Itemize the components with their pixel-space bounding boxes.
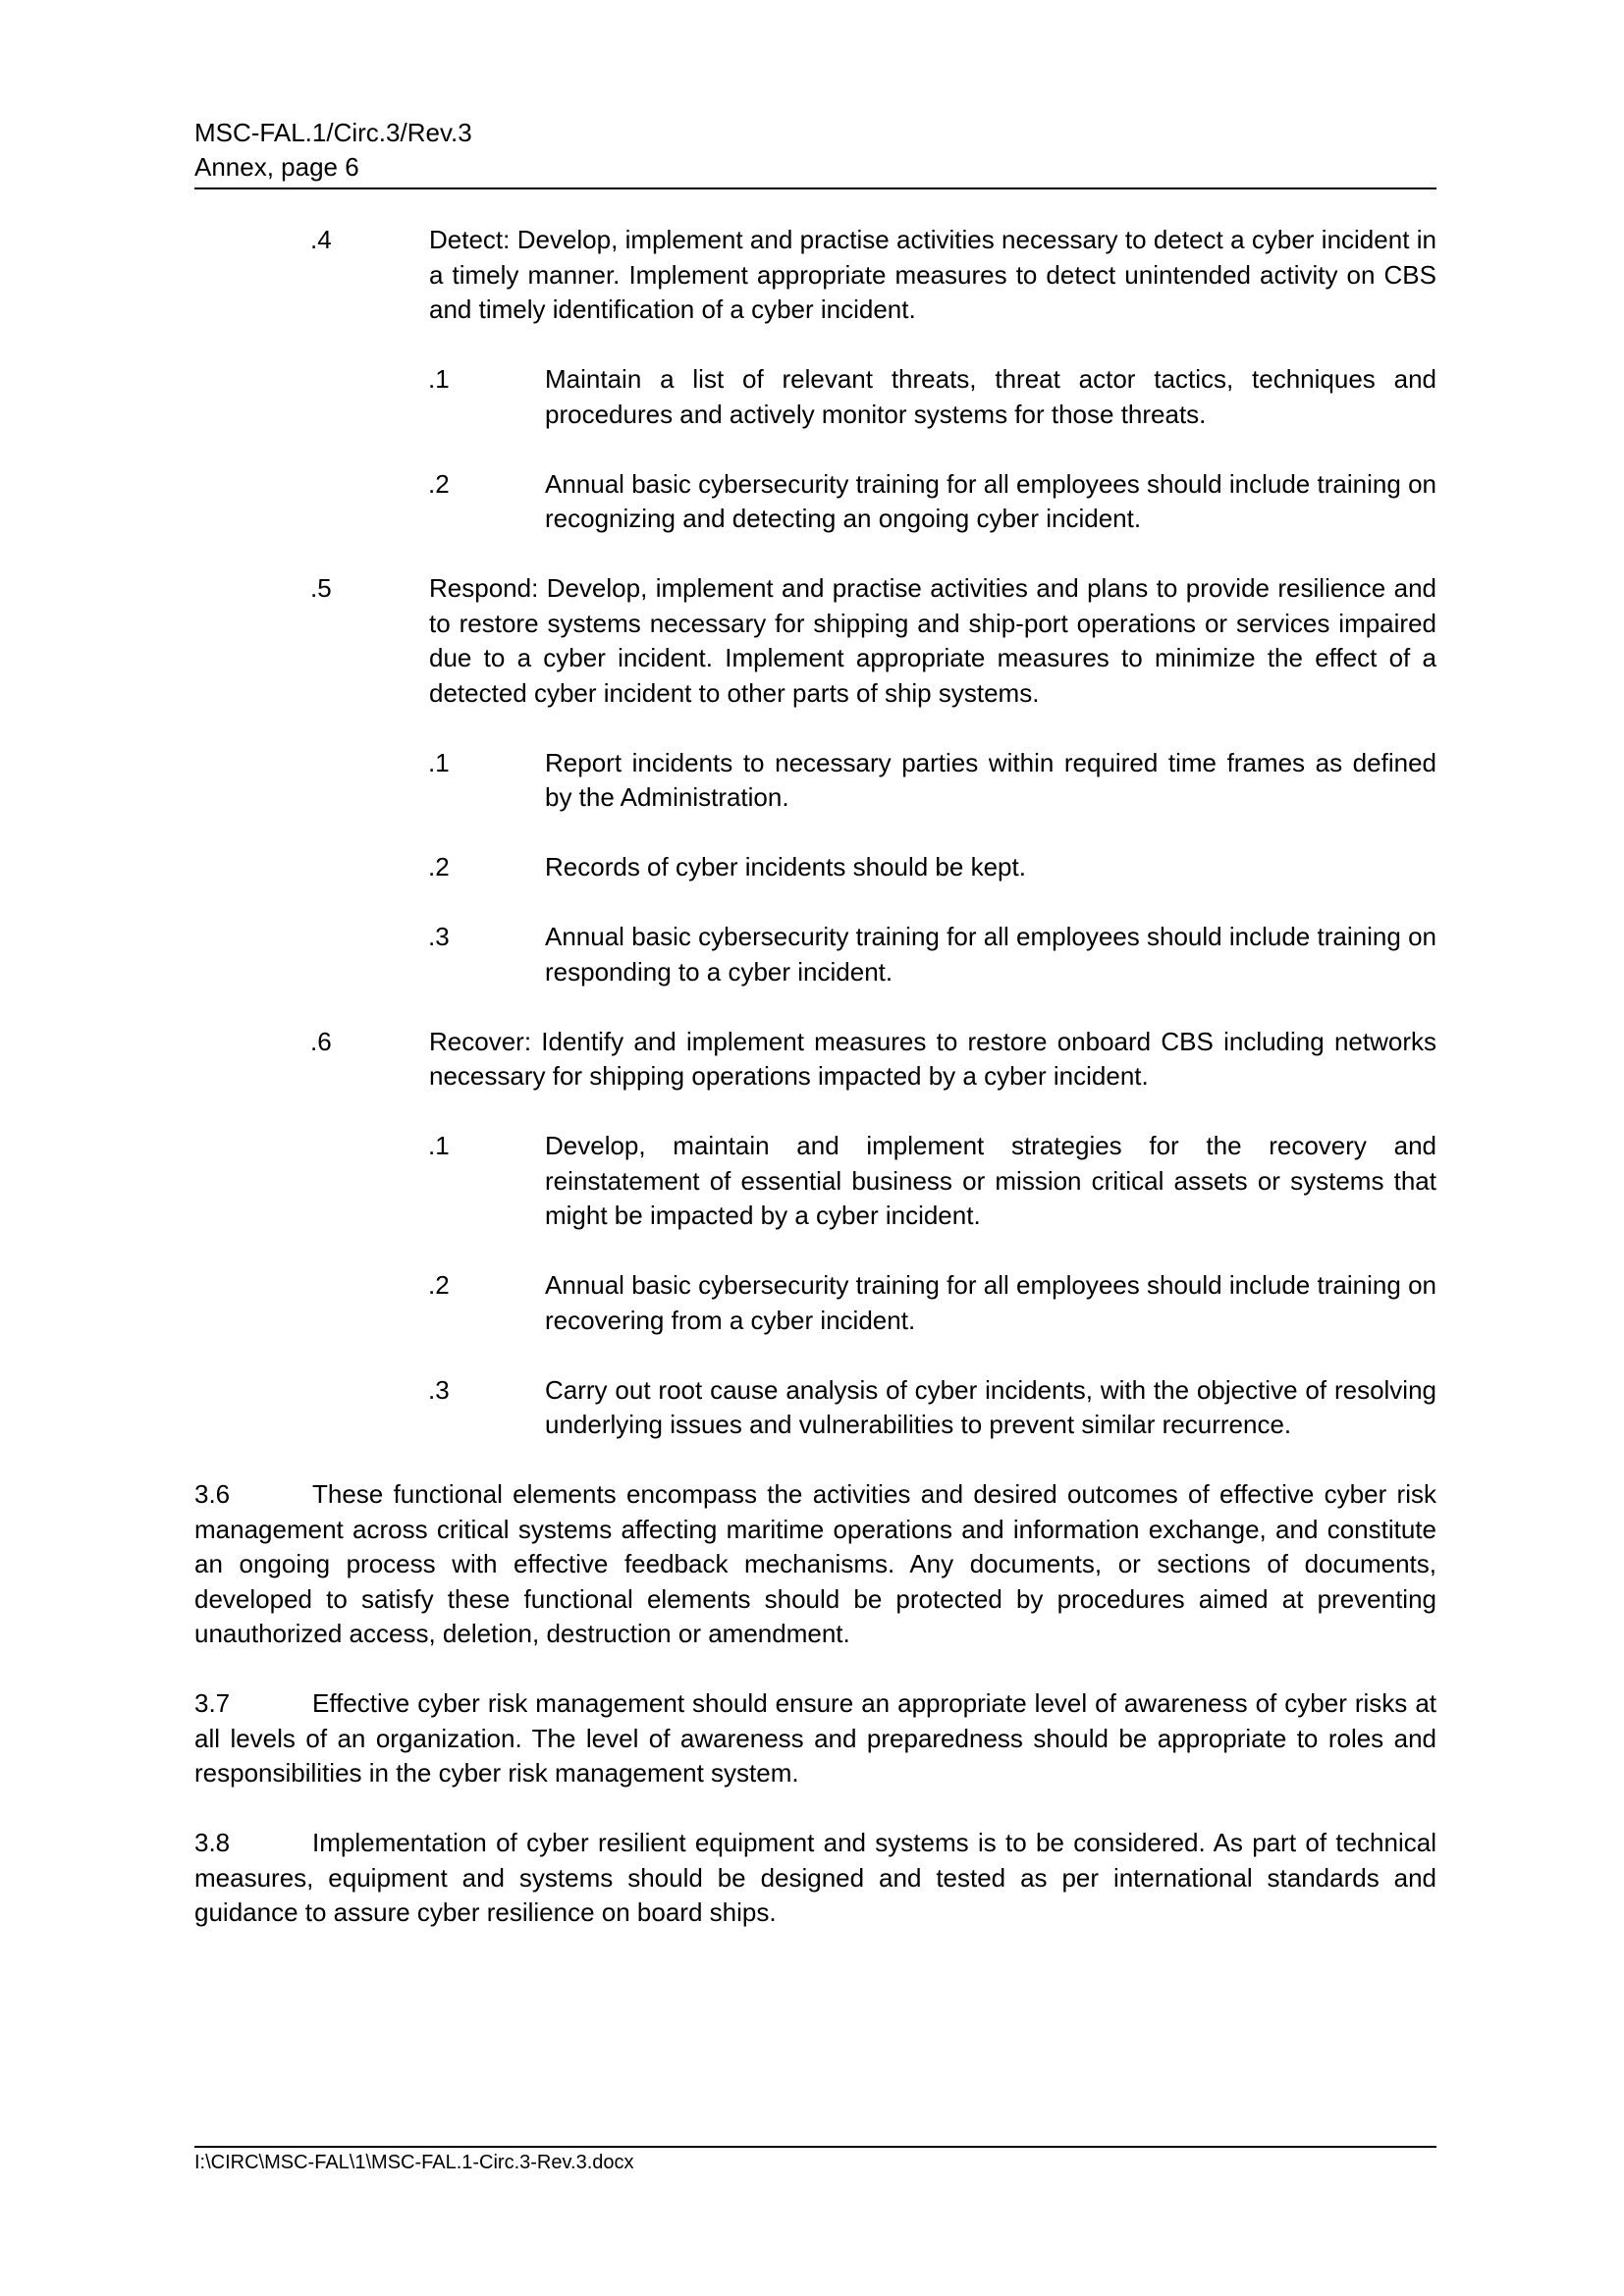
paragraph-3-8: [194, 1826, 1436, 1931]
paragraph-number: 3.6: [194, 1479, 231, 1509]
header-divider: [194, 187, 1436, 189]
item-number: .4: [310, 225, 332, 254]
sub-item-number: .1: [428, 1131, 450, 1160]
sub-list-item: [194, 746, 1436, 816]
sub-item-text: Annual basic cybersecurity training for all employees should include training on recognizing and detecting an ongoing cyber incident.: [545, 468, 1436, 533]
sub-item-number: .1: [428, 364, 450, 394]
sub-item-text: Carry out root cause analysis of cyber incidents, with the objective of resolving underlying issues and vulnerabilities to prevent similar recurrence.: [545, 1374, 1436, 1439]
sub-list-item: [194, 1129, 1436, 1234]
paragraph-3-6: [194, 1477, 1436, 1652]
sub-list-item: [194, 362, 1436, 432]
sub-list-item: [194, 920, 1436, 989]
sub-item-text: Annual basic cybersecurity training for all employees should include training on recovering from a cyber incident.: [545, 1270, 1436, 1335]
item-text: Detect: Develop, implement and practise activities necessary to detect a cyber incident in a timely manner. Implement appropriate measures to detect unintended activity on CBS and timely identification of a cyber incident.: [429, 225, 1436, 324]
sub-list-item: [194, 1373, 1436, 1443]
list-item-recover: [194, 1025, 1436, 1095]
page-header: [194, 116, 1435, 185]
paragraph-text: These functional elements encompass the activities and desired outcomes of effective cyber risk management across critical systems affecting maritime operations and information exchange, and constitute an ongoing process with effective feedback mechanisms. Any documents, or sections of documents, developed to satisfy these functional elements should be protected by procedures aimed at preventing unauthorized access, deletion, destruction or amendment.: [194, 1479, 1436, 1648]
item-number: .6: [310, 1026, 332, 1056]
sub-item-text: Records of cyber incidents should be kept.: [545, 852, 1026, 881]
document-reference: MSC-FAL.1/Circ.3/Rev.3: [194, 118, 472, 147]
paragraph-3-7: [194, 1686, 1436, 1791]
sub-item-text: Maintain a list of relevant threats, threat actor tactics, techniques and procedures and actively monitor systems for those threats.: [545, 364, 1436, 429]
footer-divider: [194, 2146, 1436, 2148]
document-body: [194, 223, 1436, 1965]
item-text: Respond: Develop, implement and practise activities and plans to provide resilience and to restore systems necessary for shipping and ship-port operations or services impaired due to a cyber incident. Implement appropriate measures to minimize the effect of a detected cyber incident to other parts of ship systems.: [429, 573, 1436, 708]
paragraph-number: 3.8: [194, 1828, 231, 1857]
sub-item-number: .3: [428, 1374, 450, 1405]
sub-item-number: .2: [428, 468, 450, 499]
sub-item-number: .2: [428, 852, 450, 881]
page-label: Annex, page 6: [194, 152, 359, 182]
sub-item-number: .1: [428, 747, 450, 777]
sub-list-item: [194, 467, 1436, 537]
footer-file-path: I:\CIRC\MSC-FAL\1\MSC-FAL.1-Circ.3-Rev.3.docx: [194, 2152, 634, 2173]
sub-list-item: [194, 1268, 1436, 1338]
list-item-detect: [194, 223, 1436, 328]
sub-item-number: .2: [428, 1270, 450, 1300]
sub-item-text: Annual basic cybersecurity training for all employees should include training on responding to a cyber incident.: [545, 922, 1436, 987]
sub-item-number: .3: [428, 922, 450, 951]
sub-list-item: [194, 850, 1436, 885]
item-number: .5: [310, 573, 332, 603]
list-item-respond: [194, 571, 1436, 711]
paragraph-text: Implementation of cyber resilient equipment and systems is to be considered. As part of technical measures, equipment and systems should be designed and tested as per international standards and guidance to assure cyber resilience on board ships.: [194, 1828, 1436, 1927]
paragraph-text: Effective cyber risk management should ensure an appropriate level of awareness of cyber risks at all levels of an organization. The level of awareness and preparedness should be appropriate to roles and responsibilities in the cyber risk management system.: [194, 1688, 1436, 1788]
paragraph-number: 3.7: [194, 1688, 231, 1718]
sub-item-text: Report incidents to necessary parties within required time frames as defined by the Administration.: [545, 747, 1436, 812]
sub-item-text: Develop, maintain and implement strategies for the recovery and reinstatement of essential business or mission critical assets or systems that might be impacted by a cyber incident.: [545, 1131, 1436, 1230]
item-text: Recover: Identify and implement measures to restore onboard CBS including networks necessary for shipping operations impacted by a cyber incident.: [429, 1026, 1436, 1091]
